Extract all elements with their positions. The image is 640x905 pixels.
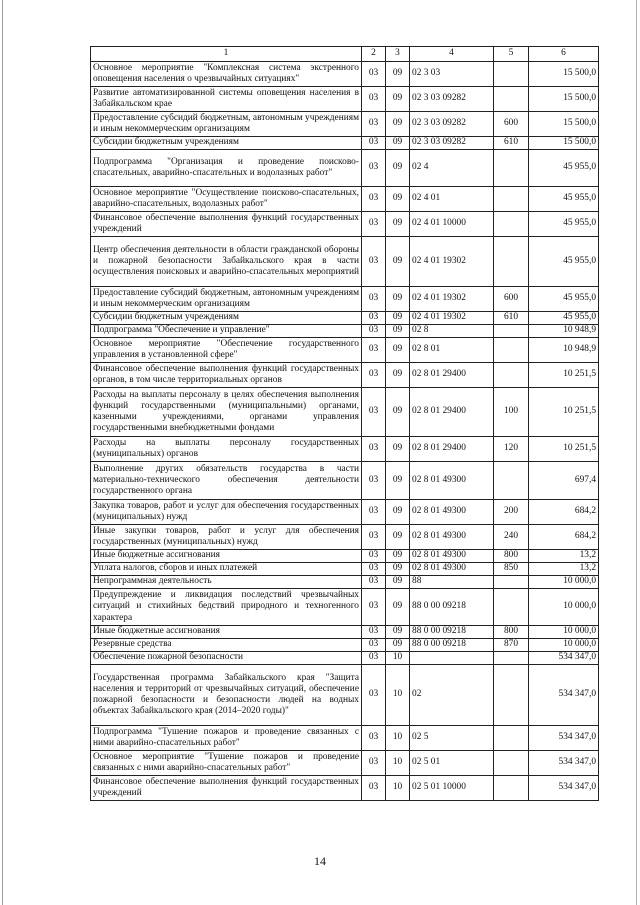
row-name-cell: Субсидии бюджетным учреждениям [91, 312, 362, 325]
row-target-article-cell: 02 8 01 49300 [410, 550, 494, 563]
row-target-article-cell: 02 3 03 [410, 62, 494, 87]
row-name-cell: Субсидии бюджетным учреждениям [91, 137, 362, 150]
row-name-cell: Иные бюджетные ассигнования [91, 550, 362, 563]
row-subsection-cell: 09 [386, 525, 410, 550]
col-header-section: 2 [362, 47, 386, 62]
row-section-cell: 03 [362, 550, 386, 563]
row-target-article-cell: 02 8 01 49300 [410, 462, 494, 500]
row-subsection-cell: 09 [386, 500, 410, 525]
table-row [91, 137, 599, 150]
row-expense-type-cell: 600 [494, 287, 529, 312]
table-row [91, 150, 599, 187]
row-section-cell: 03 [362, 137, 386, 150]
row-name-cell: Финансовое обеспечение выполнения функций государственных учреждений [91, 212, 362, 237]
row-section-cell: 03 [362, 652, 386, 665]
row-expense-type-cell: 610 [494, 137, 529, 150]
row-name-cell: Основное мероприятие "Обеспечение государственного управления в установленной сфере" [91, 338, 362, 363]
row-subsection-cell: 09 [386, 112, 410, 137]
row-amount-cell: 15 500,0 [529, 112, 599, 137]
row-expense-type-cell: 600 [494, 112, 529, 137]
row-expense-type-cell [494, 589, 529, 626]
row-amount-cell: 684,2 [529, 525, 599, 550]
row-expense-type-cell: 120 [494, 437, 529, 462]
row-target-article-cell: 02 4 01 [410, 187, 494, 212]
row-expense-type-cell [494, 62, 529, 87]
row-subsection-cell: 09 [386, 639, 410, 652]
row-amount-cell: 13,2 [529, 550, 599, 563]
row-section-cell: 03 [362, 112, 386, 137]
row-amount-cell: 10 000,0 [529, 589, 599, 626]
table-row [91, 665, 599, 726]
row-amount-cell: 534 347,0 [529, 665, 599, 726]
table-row [91, 726, 599, 751]
row-amount-cell: 10 000,0 [529, 639, 599, 652]
row-name-cell: Основное мероприятие "Тушение пожаров и проведение связанных с ними аварийно-спасательных работ" [91, 751, 362, 776]
table-row [91, 237, 599, 287]
row-section-cell: 03 [362, 187, 386, 212]
row-name-cell: Предоставление субсидий бюджетным, автономным учреждениям и иным некоммерческим организациям [91, 112, 362, 137]
row-amount-cell: 534 347,0 [529, 776, 599, 801]
row-expense-type-cell: 240 [494, 525, 529, 550]
row-target-article-cell: 88 0 00 09218 [410, 589, 494, 626]
row-target-article-cell: 88 0 00 09218 [410, 639, 494, 652]
row-amount-cell: 45 955,0 [529, 237, 599, 287]
row-expense-type-cell [494, 652, 529, 665]
row-expense-type-cell [494, 462, 529, 500]
row-expense-type-cell [494, 665, 529, 726]
row-subsection-cell: 09 [386, 363, 410, 388]
scan-edge-left [2, 0, 3, 905]
row-subsection-cell: 10 [386, 726, 410, 751]
row-name-cell: Непрограммная деятельность [91, 576, 362, 589]
row-target-article-cell: 02 8 01 [410, 338, 494, 363]
row-section-cell: 03 [362, 325, 386, 338]
row-target-article-cell: 02 8 01 29400 [410, 437, 494, 462]
row-amount-cell: 534 347,0 [529, 726, 599, 751]
row-subsection-cell: 09 [386, 563, 410, 576]
row-expense-type-cell: 800 [494, 550, 529, 563]
table-row [91, 388, 599, 437]
row-amount-cell: 534 347,0 [529, 652, 599, 665]
row-section-cell: 03 [362, 62, 386, 87]
col-header-subsection: 3 [386, 47, 410, 62]
row-subsection-cell: 09 [386, 212, 410, 237]
table-row [91, 639, 599, 652]
row-name-cell: Расходы на выплаты персоналу в целях обеспечения выполнения функций государственными (муниципальными) органами, казенными учреждениями, органами управления государственными внебюджетными фондами [91, 388, 362, 437]
table-row [91, 563, 599, 576]
row-subsection-cell: 09 [386, 462, 410, 500]
table-row [91, 751, 599, 776]
table-row [91, 87, 599, 112]
row-subsection-cell: 09 [386, 187, 410, 212]
row-name-cell: Развитие автоматизированной системы оповещения населения в Забайкальском крае [91, 87, 362, 112]
row-name-cell: Иные бюджетные ассигнования [91, 626, 362, 639]
row-target-article-cell: 88 0 00 09218 [410, 626, 494, 639]
row-target-article-cell: 02 8 01 49300 [410, 563, 494, 576]
row-amount-cell: 10 948,9 [529, 325, 599, 338]
row-section-cell: 03 [362, 287, 386, 312]
row-section-cell: 03 [362, 589, 386, 626]
row-expense-type-cell [494, 150, 529, 187]
table-row [91, 62, 599, 87]
row-expense-type-cell: 870 [494, 639, 529, 652]
row-name-cell: Предоставление субсидий бюджетным, автономным учреждениям и иным некоммерческим организациям [91, 287, 362, 312]
row-subsection-cell: 09 [386, 237, 410, 287]
row-section-cell: 03 [362, 437, 386, 462]
row-section-cell: 03 [362, 212, 386, 237]
row-section-cell: 03 [362, 312, 386, 325]
table-body [91, 62, 599, 801]
row-section-cell: 03 [362, 776, 386, 801]
row-expense-type-cell [494, 87, 529, 112]
row-subsection-cell: 09 [386, 312, 410, 325]
row-amount-cell: 10 000,0 [529, 626, 599, 639]
table-row [91, 462, 599, 500]
row-section-cell: 03 [362, 388, 386, 437]
row-name-cell: Государственная программа Забайкальского края "Защита населения и территорий от чрезвычайных ситуаций, обеспечение пожарной безопасности и безопасности людей на водных объектах Забайкальского края (2014–2020 годы)" [91, 665, 362, 726]
row-name-cell: Закупка товаров, работ и услуг для обеспечения государственных (муниципальных) нужд [91, 500, 362, 525]
table-row [91, 437, 599, 462]
row-subsection-cell: 09 [386, 87, 410, 112]
row-target-article-cell: 02 4 01 19302 [410, 237, 494, 287]
row-expense-type-cell [494, 325, 529, 338]
row-amount-cell: 15 500,0 [529, 87, 599, 112]
row-expense-type-cell: 610 [494, 312, 529, 325]
row-amount-cell: 534 347,0 [529, 751, 599, 776]
row-expense-type-cell: 850 [494, 563, 529, 576]
row-name-cell: Основное мероприятие "Комплексная система экстренного оповещения населения о чрезвычайных ситуациях" [91, 62, 362, 87]
table-row [91, 312, 599, 325]
row-target-article-cell: 02 3 03 09282 [410, 112, 494, 137]
row-subsection-cell: 09 [386, 576, 410, 589]
row-section-cell: 03 [362, 525, 386, 550]
page-number: 14 [314, 854, 326, 868]
row-name-cell: Финансовое обеспечение выполнения функций государственных органов, в том числе территориальных органов [91, 363, 362, 388]
row-target-article-cell: 02 3 03 09282 [410, 137, 494, 150]
row-section-cell: 03 [362, 87, 386, 112]
row-target-article-cell: 02 4 01 19302 [410, 312, 494, 325]
row-expense-type-cell [494, 187, 529, 212]
row-amount-cell: 45 955,0 [529, 212, 599, 237]
scan-edge-right [636, 0, 637, 905]
table-row [91, 500, 599, 525]
table-row [91, 776, 599, 801]
table-row [91, 576, 599, 589]
row-name-cell: Подпрограмма "Обеспечение и управление" [91, 325, 362, 338]
row-amount-cell: 10 948,9 [529, 338, 599, 363]
row-section-cell: 03 [362, 338, 386, 363]
row-expense-type-cell: 200 [494, 500, 529, 525]
row-expense-type-cell [494, 237, 529, 287]
row-subsection-cell: 09 [386, 550, 410, 563]
row-target-article-cell: 02 8 [410, 325, 494, 338]
row-amount-cell: 45 955,0 [529, 187, 599, 212]
row-name-cell: Подпрограмма "Тушение пожаров и проведение связанных с ними аварийно-спасательных работ" [91, 726, 362, 751]
table-row [91, 287, 599, 312]
row-section-cell: 03 [362, 563, 386, 576]
row-target-article-cell: 02 4 [410, 150, 494, 187]
row-expense-type-cell [494, 338, 529, 363]
row-subsection-cell: 09 [386, 338, 410, 363]
row-subsection-cell: 10 [386, 776, 410, 801]
row-name-cell: Резервные средства [91, 639, 362, 652]
row-target-article-cell: 02 8 01 49300 [410, 525, 494, 550]
row-subsection-cell: 09 [386, 626, 410, 639]
row-target-article-cell: 02 4 01 10000 [410, 212, 494, 237]
row-amount-cell: 10 000,0 [529, 576, 599, 589]
table-row [91, 112, 599, 137]
row-name-cell: Подпрограмма "Организация и проведение поисково-спасательных, аварийно-спасательных и водолазных работ" [91, 150, 362, 187]
row-target-article-cell: 02 5 01 [410, 751, 494, 776]
row-subsection-cell: 09 [386, 388, 410, 437]
row-amount-cell: 15 500,0 [529, 62, 599, 87]
row-section-cell: 03 [362, 500, 386, 525]
table-row [91, 626, 599, 639]
table-row [91, 363, 599, 388]
row-section-cell: 03 [362, 751, 386, 776]
row-target-article-cell: 02 8 01 29400 [410, 363, 494, 388]
row-subsection-cell: 09 [386, 287, 410, 312]
row-target-article-cell: 02 [410, 665, 494, 726]
row-subsection-cell: 09 [386, 137, 410, 150]
table-row [91, 187, 599, 212]
row-subsection-cell: 10 [386, 751, 410, 776]
row-subsection-cell: 09 [386, 589, 410, 626]
row-amount-cell: 45 955,0 [529, 150, 599, 187]
header-row [91, 47, 599, 62]
row-subsection-cell: 09 [386, 325, 410, 338]
row-expense-type-cell: 800 [494, 626, 529, 639]
table-row [91, 589, 599, 626]
row-target-article-cell: 88 [410, 576, 494, 589]
row-subsection-cell: 09 [386, 437, 410, 462]
table-row [91, 652, 599, 665]
row-section-cell: 03 [362, 462, 386, 500]
row-subsection-cell: 10 [386, 665, 410, 726]
row-amount-cell: 10 251,5 [529, 437, 599, 462]
row-name-cell: Финансовое обеспечение выполнения функций государственных учреждений [91, 776, 362, 801]
row-section-cell: 03 [362, 626, 386, 639]
row-expense-type-cell [494, 576, 529, 589]
table-row [91, 338, 599, 363]
row-amount-cell: 697,4 [529, 462, 599, 500]
row-target-article-cell [410, 652, 494, 665]
row-section-cell: 03 [362, 237, 386, 287]
table-row [91, 325, 599, 338]
col-header-expense-type: 5 [494, 47, 529, 62]
row-name-cell: Выполнение других обязательств государства в части материально-технического обеспечения деятельности государственного органа [91, 462, 362, 500]
row-section-cell: 03 [362, 639, 386, 652]
row-target-article-cell: 02 8 01 29400 [410, 388, 494, 437]
row-expense-type-cell [494, 212, 529, 237]
row-amount-cell: 45 955,0 [529, 312, 599, 325]
row-section-cell: 03 [362, 576, 386, 589]
row-name-cell: Предупреждение и ликвидация последствий чрезвычайных ситуаций и стихийных бедствий природного и техногенного характера [91, 589, 362, 626]
row-name-cell: Основное мероприятие "Осуществление поисково-спасательных, аварийно-спасательных, водолазных работ" [91, 187, 362, 212]
row-section-cell: 03 [362, 150, 386, 187]
row-name-cell: Иные закупки товаров, работ и услуг для обеспечения государственных (муниципальных) нужд [91, 525, 362, 550]
row-expense-type-cell [494, 363, 529, 388]
table-row [91, 550, 599, 563]
col-header-amount: 6 [529, 47, 599, 62]
row-subsection-cell: 10 [386, 652, 410, 665]
row-target-article-cell: 02 5 [410, 726, 494, 751]
row-name-cell: Обеспечение пожарной безопасности [91, 652, 362, 665]
row-target-article-cell: 02 5 01 10000 [410, 776, 494, 801]
row-target-article-cell: 02 8 01 49300 [410, 500, 494, 525]
row-expense-type-cell [494, 776, 529, 801]
row-amount-cell: 684,2 [529, 500, 599, 525]
row-section-cell: 03 [362, 665, 386, 726]
row-amount-cell: 10 251,5 [529, 388, 599, 437]
row-name-cell: Уплата налогов, сборов и иных платежей [91, 563, 362, 576]
row-expense-type-cell: 100 [494, 388, 529, 437]
row-expense-type-cell [494, 726, 529, 751]
row-section-cell: 03 [362, 726, 386, 751]
row-target-article-cell: 02 3 03 09282 [410, 87, 494, 112]
row-amount-cell: 45 955,0 [529, 287, 599, 312]
row-section-cell: 03 [362, 363, 386, 388]
col-header-name: 1 [91, 47, 362, 62]
col-header-target-article: 4 [410, 47, 494, 62]
table-row [91, 525, 599, 550]
table-row [91, 212, 599, 237]
row-subsection-cell: 09 [386, 62, 410, 87]
row-subsection-cell: 09 [386, 150, 410, 187]
row-expense-type-cell [494, 751, 529, 776]
row-name-cell: Расходы на выплаты персоналу государственных (муниципальных) органов [91, 437, 362, 462]
budget-table [90, 46, 599, 801]
row-name-cell: Центр обеспечения деятельности в области гражданской обороны и пожарной безопасности Забайкальского края в части осуществления поисковых и аварийно-спасательных мероприятий [91, 237, 362, 287]
row-target-article-cell: 02 4 01 19302 [410, 287, 494, 312]
row-amount-cell: 13,2 [529, 563, 599, 576]
row-amount-cell: 10 251,5 [529, 363, 599, 388]
row-amount-cell: 15 500,0 [529, 137, 599, 150]
